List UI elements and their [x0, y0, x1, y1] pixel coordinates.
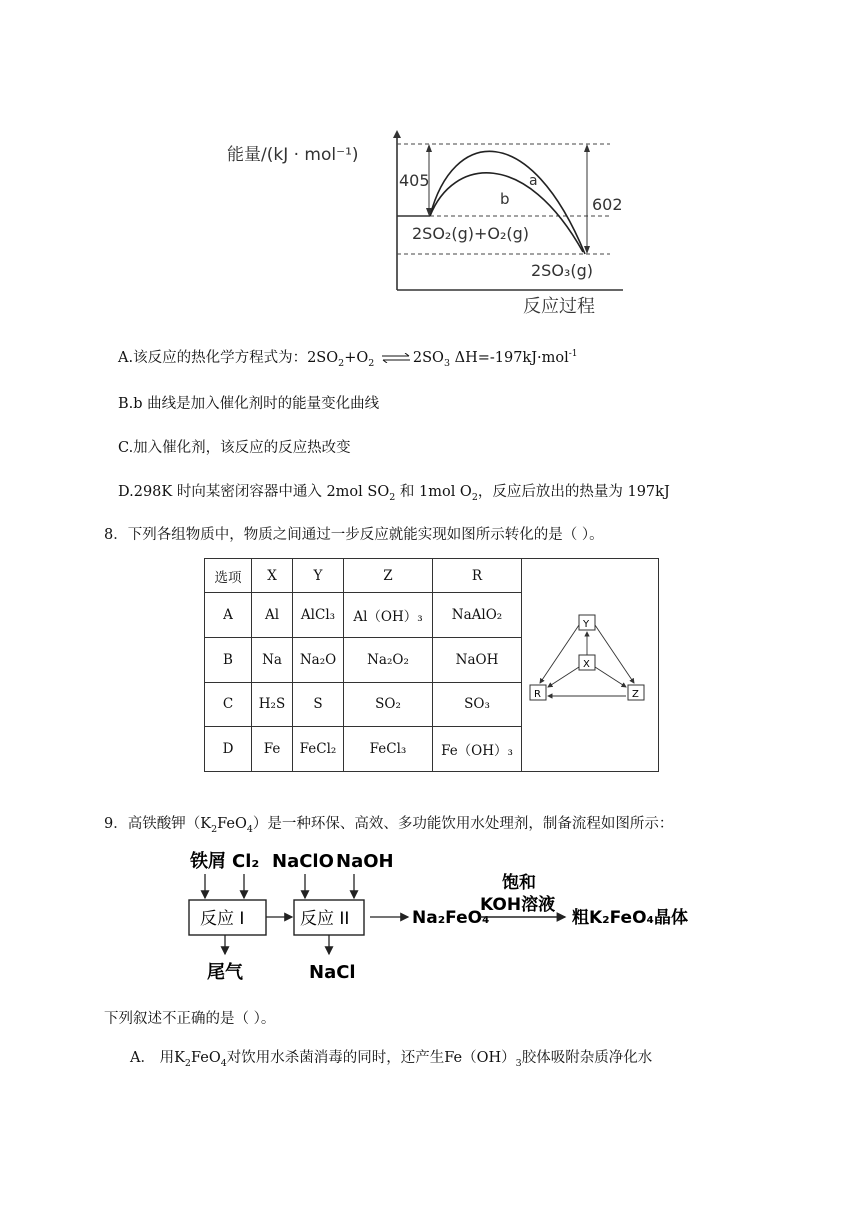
- q7-option-c: C.加入催化剂，该反应的反应热改变: [118, 440, 351, 456]
- q8-options-table: [204, 558, 659, 772]
- cell: SO₃: [433, 682, 522, 727]
- node-y: Y: [583, 619, 590, 630]
- output-tail-gas: 尾气: [207, 962, 243, 983]
- cell: Na₂O₂: [344, 637, 433, 682]
- q9-stem: 9．高铁酸钾$(K_2FeO_4)$是一种环保、高效、多功能饮用水处理剂，制备流程如图所示：: [104, 816, 674, 835]
- q9-prompt: 下列叙述不正确的是（ ）。: [104, 1011, 276, 1027]
- reaction-2-box: 反应 II: [300, 909, 350, 929]
- label-602: 602: [592, 195, 623, 214]
- node-z: Z: [632, 689, 639, 700]
- cell: Na₂O: [293, 637, 344, 682]
- cell: NaAlO₂: [433, 593, 522, 638]
- cell: D: [205, 727, 252, 772]
- curve-b-label: b: [500, 190, 510, 208]
- header-cell: Z: [344, 559, 433, 593]
- cell: H₂S: [252, 682, 293, 727]
- cell: NaOH: [433, 637, 522, 682]
- product-crude-k2feo4: 粗K₂FeO₄晶体: [572, 908, 688, 928]
- condition-saturated: 饱和: [502, 873, 536, 893]
- input-naoh: NaOH: [336, 851, 394, 872]
- cell: SO₂: [344, 682, 433, 727]
- cell: Al: [252, 593, 293, 638]
- cell: AlCl₃: [293, 593, 344, 638]
- condition-koh: KOH溶液: [480, 895, 556, 915]
- cell: Fe（OH）₃: [433, 727, 522, 772]
- q9-option-a: A． 用$K_2FeO_4$对饮用水杀菌消毒的同时，还产生$Fe(OH)_3$胶体吸附杂质净化水: [130, 1050, 653, 1069]
- reactants-label: 2SO₂(g)+O₂(g): [412, 224, 530, 243]
- q8-stem: 8．下列各组物质中，物质之间通过一步反应就能实现如图所示转化的是（ ）。: [104, 527, 604, 543]
- header-cell: X: [252, 559, 293, 593]
- q7-option-b: B.b 曲线是加入催化剂时的能量变化曲线: [118, 396, 380, 412]
- energy-xlabel: 反应过程: [523, 296, 595, 317]
- cell: Fe: [252, 727, 293, 772]
- table-header-row: [205, 559, 659, 593]
- input-cl2: Cl₂: [232, 851, 260, 872]
- cell: Na: [252, 637, 293, 682]
- header-cell: 选项: [205, 559, 252, 593]
- curve-a-label: a: [529, 173, 538, 189]
- q7-option-d: D.298K 时向某密闭容器中通入 2mol $SO_2$ 和 1mol $O_2$，反应后放出的热量为 197kJ: [118, 484, 670, 503]
- cell: Al（OH）₃: [344, 593, 433, 638]
- cell: FeCl₂: [293, 727, 344, 772]
- cell: FeCl₃: [344, 727, 433, 772]
- cell: B: [205, 637, 252, 682]
- equilibrium-arrow-icon: [381, 353, 411, 363]
- reaction-1-box: 反应 I: [200, 909, 245, 929]
- energy-diagram: [225, 128, 635, 323]
- intermediate-na2feo4: Na₂FeO₄: [412, 908, 490, 928]
- header-cell: Y: [293, 559, 344, 593]
- input-iron-scrap: 铁屑: [190, 851, 226, 872]
- header-cell: R: [433, 559, 522, 593]
- q7-option-a: A.该反应的热化学方程式为：$2SO_2+O_2$ $2SO_3$ ΔH=-197kJ·mol$^{-1}$: [118, 349, 578, 369]
- input-naclo: NaClO: [272, 851, 334, 872]
- flowchart: [180, 842, 700, 987]
- output-nacl: NaCl: [309, 962, 356, 983]
- node-x: X: [583, 659, 590, 670]
- conversion-diagram-cell: [522, 559, 659, 772]
- cell: S: [293, 682, 344, 727]
- cell: A: [205, 593, 252, 638]
- label-405: 405: [399, 171, 430, 190]
- energy-ylabel: 能量/(kJ · mol⁻¹): [227, 145, 359, 165]
- products-label: 2SO₃(g): [531, 261, 593, 280]
- cell: C: [205, 682, 252, 727]
- conversion-diagram: [522, 559, 658, 771]
- node-r: R: [534, 689, 541, 700]
